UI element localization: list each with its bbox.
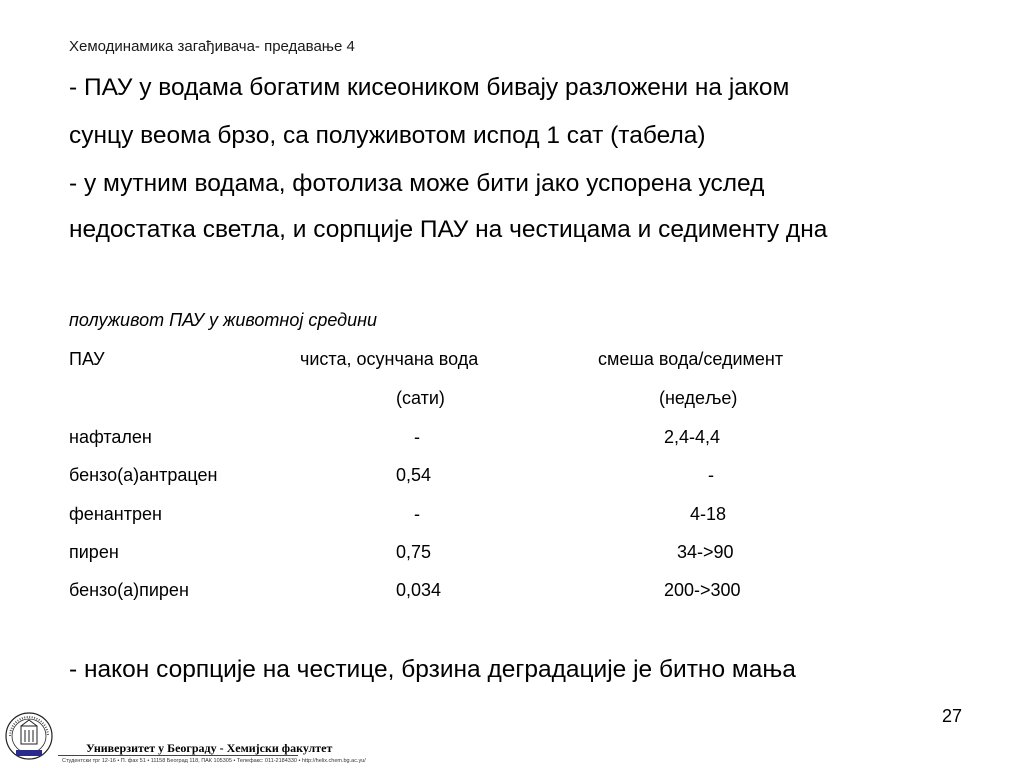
table-row-water-sediment: 2,4-4,4 xyxy=(664,427,721,447)
table-row-clear-water: - xyxy=(414,504,420,524)
footer-contact-info: Студентски трг 12-16 • П. фах 51 • 11158 Београд 118, ПАК 105305 • Телефакс: 011-2184330 • http://helix.chem.bg.ac.yu/ xyxy=(62,758,366,764)
table-row-water-sediment: 200->300 xyxy=(664,580,741,600)
table-row-clear-water: - xyxy=(414,427,420,447)
table-row-compound: пирен xyxy=(69,542,119,562)
table-row-compound: фенантрен xyxy=(69,504,162,524)
paragraph-2-line-2: недостатка светла, и сорпције ПАУ на честицама и седименту дна xyxy=(69,216,828,243)
table-row-compound: бензо(а)антрацен xyxy=(69,465,218,485)
table-unit-clear-water: (сати) xyxy=(396,388,445,408)
table-header-clear-water: чиста, осунчана вода xyxy=(300,349,479,369)
paragraph-2-line-1: - у мутним водама, фотолиза може бити јако успорена услед xyxy=(69,170,765,197)
table-row-clear-water: 0,54 xyxy=(396,465,432,485)
conclusion-text: - након сорпције на честице, брзина деградације је битно мања xyxy=(69,656,796,683)
page-number: 27 xyxy=(942,706,963,726)
paragraph-1-line-1: - ПАУ у водама богатим кисеоником бивају разложени на јаком xyxy=(69,74,790,101)
table-row-compound: бензо(а)пирен xyxy=(69,580,189,600)
table-header-water-sediment: смеша вода/седимент xyxy=(598,349,784,369)
table-unit-water-sediment: (недеље) xyxy=(659,388,738,408)
footer-divider xyxy=(58,755,298,756)
table-row-water-sediment: - xyxy=(708,465,714,485)
university-seal-icon xyxy=(4,710,54,764)
footer-university-title: Универзитет у Београду - Хемијски факултет xyxy=(86,741,333,755)
slide-header: Хемодинамика загађивача- предавање 4 xyxy=(69,38,355,55)
table-row-clear-water: 0,75 xyxy=(396,542,432,562)
table-row-compound: нафтален xyxy=(69,427,152,447)
table-row-clear-water: 0,034 xyxy=(396,580,442,600)
table-caption: полуживот ПАУ у животној средини xyxy=(69,310,378,330)
table-header-compound: ПАУ xyxy=(69,349,105,369)
paragraph-1-line-2: сунцу веома брзо, са полуживотом испод 1 сат (табела) xyxy=(69,122,706,149)
table-row-water-sediment: 34->90 xyxy=(677,542,734,562)
table-row-water-sediment: 4-18 xyxy=(690,504,727,524)
